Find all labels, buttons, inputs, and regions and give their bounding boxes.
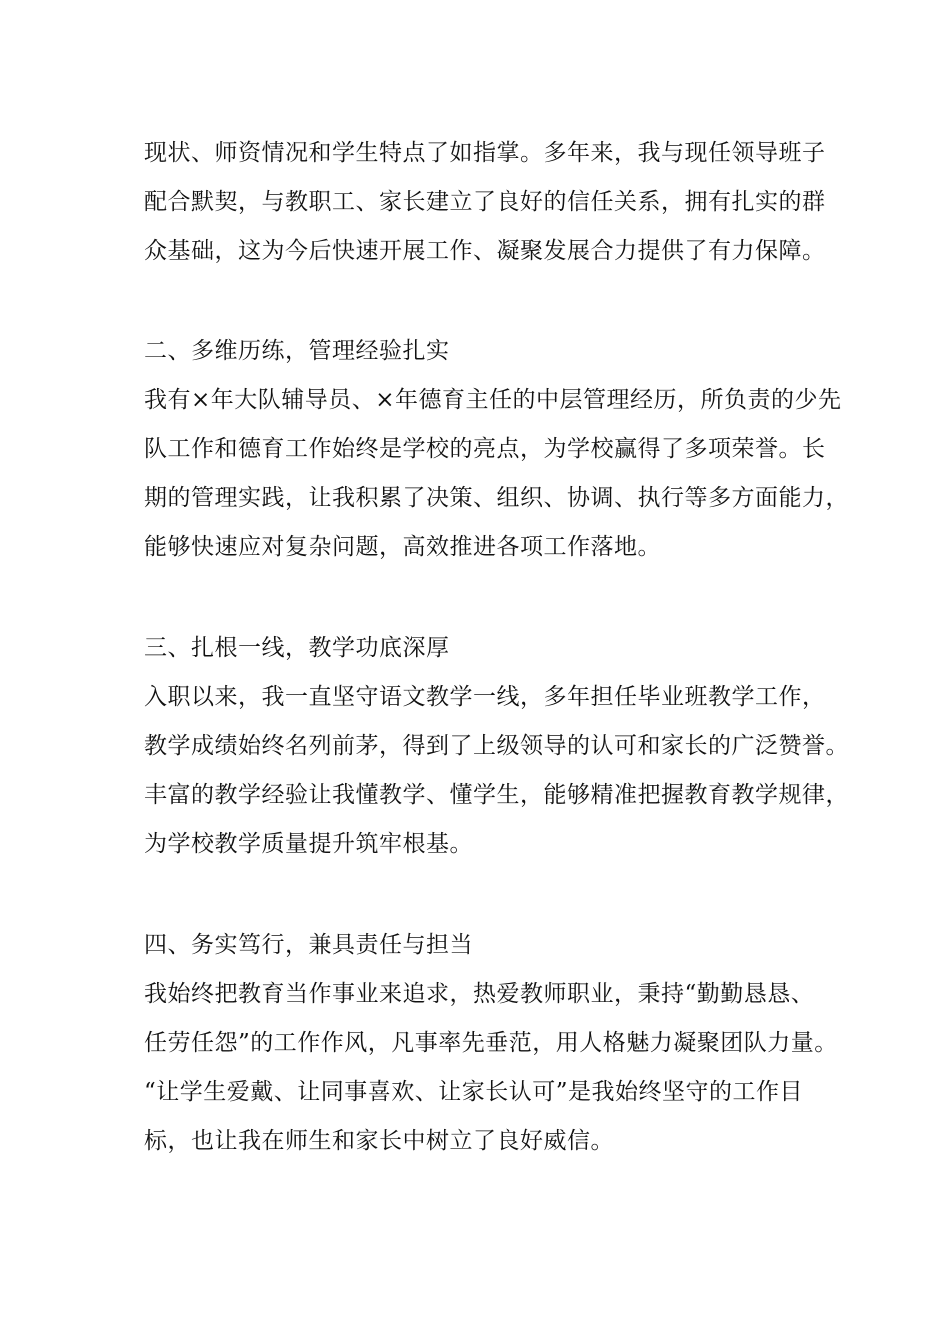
paragraph-line: “让学生爱戴、让同事喜欢、让家长认可”是我始终坚守的工作目 — [144, 1079, 804, 1105]
section-heading: 二、多维历练，管理经验扎实 — [144, 338, 450, 364]
paragraph-line: 我始终把教育当作事业来追求，热爱教师职业，秉持“勤勤恳恳、 — [144, 981, 815, 1007]
paragraph-line: 为学校教学质量提升筑牢根基。 — [144, 831, 473, 857]
paragraph-line: 能够快速应对复杂问题，高效推进各项工作落地。 — [144, 534, 661, 560]
paragraph-line: 队工作和德育工作始终是学校的亮点，为学校赢得了多项荣誉。长 — [144, 436, 826, 462]
paragraph-line: 入职以来，我一直坚守语文教学一线，多年担任毕业班教学工作， — [144, 684, 826, 710]
paragraph-line: 任劳任怨”的工作作风，凡事率先垂范，用人格魅力凝聚团队力量。 — [144, 1030, 838, 1056]
paragraph-line: 众基础，这为今后快速开展工作、凝聚发展合力提供了有力保障。 — [144, 238, 826, 264]
paragraph-line: 现状、师资情况和学生特点了如指掌。多年来，我与现任领导班子 — [144, 140, 826, 166]
paragraph-line: 配合默契，与教职工、家长建立了良好的信任关系，拥有扎实的群 — [144, 189, 826, 215]
paragraph-line: 期的管理实践，让我积累了决策、组织、协调、执行等多方面能力， — [144, 485, 849, 511]
section-heading: 三、扎根一线，教学功底深厚 — [144, 635, 450, 661]
paragraph-line: 教学成绩始终名列前茅，得到了上级领导的认可和家长的广泛赞誉。 — [144, 733, 849, 759]
paragraph-line: 我有×年大队辅导员、×年德育主任的中层管理经历，所负责的少先 — [144, 387, 842, 413]
paragraph-line: 标，也让我在师生和家长中树立了良好威信。 — [144, 1128, 614, 1154]
section-heading: 四、务实笃行，兼具责任与担当 — [144, 932, 473, 958]
paragraph-line: 丰富的教学经验让我懂教学、懂学生，能够精准把握教育教学规律， — [144, 782, 849, 808]
